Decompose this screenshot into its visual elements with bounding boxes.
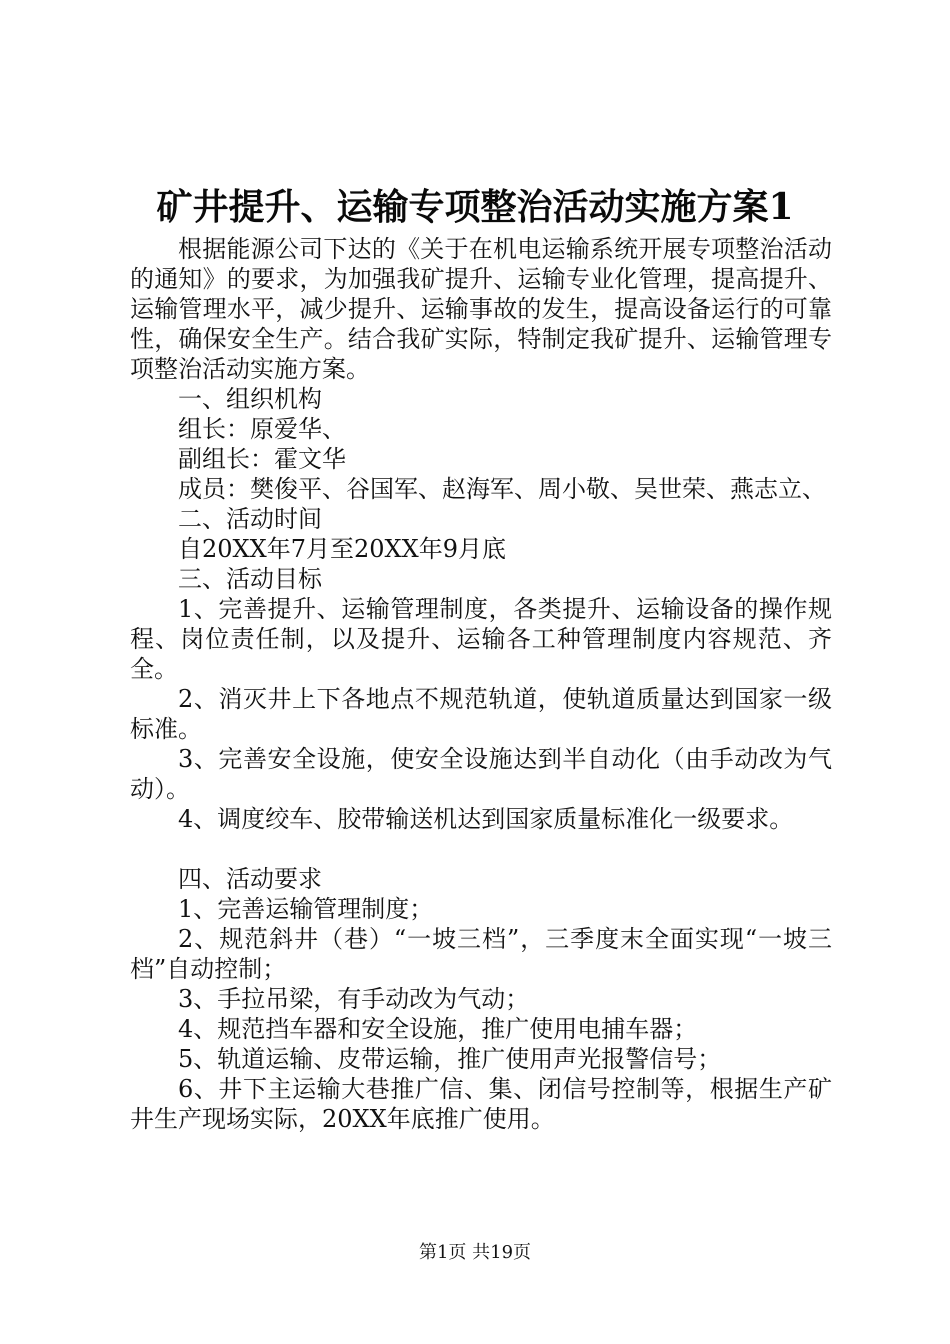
heading-activity-goals: 三、活动目标 bbox=[178, 565, 322, 593]
requirement-item-6: 6、井下主运输大巷推广信、集、闭信号控制等，根据生产矿井生产现场实际，20XX年底推广使用。 bbox=[130, 1075, 832, 1133]
paragraph-members: 成员：樊俊平、谷国军、赵海军、周小敬、吴世荣、燕志立、 bbox=[178, 475, 826, 503]
paragraph-team-leader: 组长：原爱华、 bbox=[178, 415, 346, 443]
heading-activity-requirements: 四、活动要求 bbox=[178, 865, 322, 893]
requirement-item-1: 1、完善运输管理制度； bbox=[178, 895, 434, 923]
requirement-item-2: 2、规范斜井（巷）“一坡三档”，三季度末全面实现“一坡三档”自动控制； bbox=[130, 925, 832, 983]
heading-organization: 一、组织机构 bbox=[178, 385, 322, 413]
goal-item-4: 4、调度绞车、胶带输送机达到国家质量标准化一级要求。 bbox=[178, 805, 794, 833]
page-footer: 第1页 共19页 bbox=[418, 1242, 532, 1263]
document-title: 矿井提升、运输专项整治活动实施方案1 bbox=[156, 186, 794, 228]
paragraph-time-range: 自20XX年7月至20XX年9月底 bbox=[178, 535, 506, 563]
requirement-item-5: 5、轨道运输、皮带运输，推广使用声光报警信号； bbox=[178, 1045, 722, 1073]
requirement-item-4: 4、规范挡车器和安全设施，推广使用电捕车器； bbox=[178, 1015, 698, 1043]
paragraph-intro: 根据能源公司下达的《关于在机电运输系统开展专项整治活动的通知》的要求，为加强我矿提升、运输专业化管理，提高提升、运输管理水平，减少提升、运输事故的发生，提高设备运行的可靠性，确保安全生产。结合我矿实际，特制定我矿提升、运输管理专项整治活动实施方案。 bbox=[130, 235, 832, 383]
heading-activity-time: 二、活动时间 bbox=[178, 505, 322, 533]
blank-line bbox=[130, 834, 832, 864]
goal-item-3: 3、完善安全设施，使安全设施达到半自动化（由手动改为气动）。 bbox=[130, 745, 832, 803]
paragraph-deputy-leader: 副组长：霍文华 bbox=[178, 445, 346, 473]
document-body bbox=[130, 234, 832, 1134]
requirement-item-3: 3、手拉吊梁，有手动改为气动； bbox=[178, 985, 530, 1013]
goal-item-2: 2、消灭井上下各地点不规范轨道，使轨道质量达到国家一级标准。 bbox=[130, 685, 832, 743]
goal-item-1: 1、完善提升、运输管理制度，各类提升、运输设备的操作规程、岗位责任制，以及提升、运输各工种管理制度内容规范、齐全。 bbox=[130, 595, 832, 683]
